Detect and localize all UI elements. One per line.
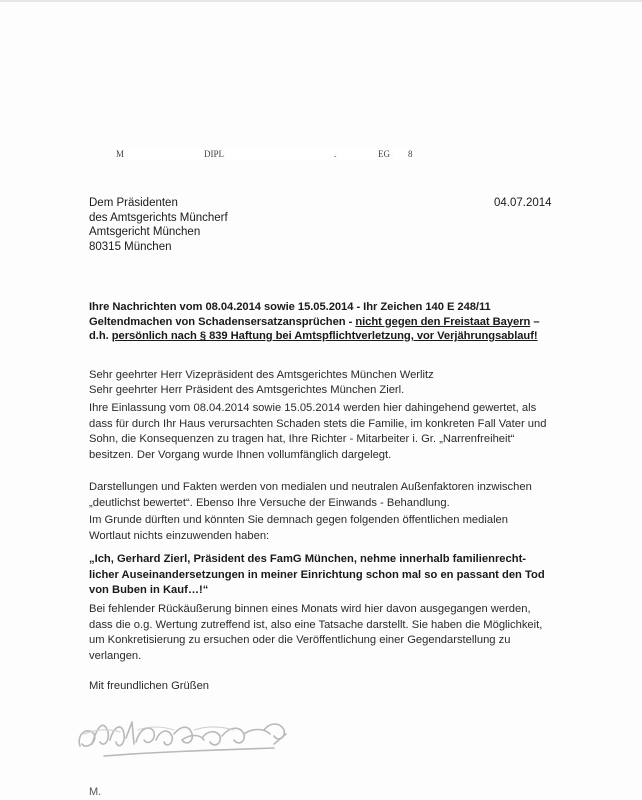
letter-date: 04.07.2014: [494, 197, 552, 209]
recipient-line-4: 80315 München: [89, 240, 172, 253]
paragraph-line: um Konkretisierung zu ersuchen oder die Veröffentlichung einer Gegendarstellung zu: [89, 634, 511, 646]
redaction-block: [226, 148, 337, 160]
closing: Mit freundlichen Grüßen: [89, 680, 210, 692]
paragraph-line: dass die o.g. Wertung zutreffend ist, also eine Tatsache darstellt. Sie haben die Möglichkeit,: [89, 618, 543, 631]
paragraph-1: [89, 401, 569, 463]
paragraph-4: [89, 602, 569, 664]
paragraph-line: Wortlaut nichts einzuwenden haben:: [89, 529, 270, 542]
paragraph-line: Bei fehlender Rückäußerung binnen eines Monats wird hier davon ausgegangen werden,: [89, 603, 531, 615]
redaction-block: [394, 148, 408, 160]
sender-part-2: DIPL: [204, 149, 224, 159]
paragraph-line: verlangen.: [89, 649, 142, 662]
recipient-line-3: Amtsgericht München: [89, 226, 201, 238]
subject-line-3: [89, 329, 569, 344]
bold-quote: [89, 552, 569, 599]
quote-line: von Buben in Kauf…!“: [89, 584, 209, 596]
quote-line: „Ich, Gerhard Zierl, Präsident des FamG München, nehme innerhalb familienrecht-: [89, 553, 527, 565]
subject-block: [89, 300, 569, 344]
salutation-line-1: Sehr geehrter Herr Vizepräsident des Amtsgerichtes München Werlitz: [89, 369, 434, 381]
quote-line: licher Auseinandersetzungen in meiner Einrichtung schon mal so en passant den Tod: [89, 568, 545, 581]
signature-initial: M.: [89, 786, 102, 798]
sender-part-3: .: [334, 149, 337, 159]
paragraph-line: Ihre Einlassung vom 08.04.2014 sowie 15.05.2014 werden hier dahingehend gewertet, als: [89, 402, 537, 414]
paragraph-line: Darstellungen und Fakten werden von medialen und neutralen Außenfaktoren inzwischen: [89, 481, 532, 493]
signature-scribble: [74, 704, 304, 764]
recipient-line-2: des Amtsgerichts Müncherf: [89, 211, 228, 224]
paragraph-line: Sohn, die Konsequenzen zu tragen hat, Ihre Richter - Mitarbeiter i. Gr. „Narrenfreiheit“: [89, 433, 515, 445]
subject-line-2-underlined: nicht gegen den Freistaat Bayern: [355, 315, 531, 328]
paragraph-line: dass für durch Ihr Haus verursachten Schaden stets die Familie, im konkreten Fall Vater und: [89, 417, 547, 430]
sender-part-5: 8: [408, 149, 413, 159]
redaction-block: [128, 148, 204, 160]
subject-line-2-post: –: [530, 315, 540, 328]
paragraph-line: besitzen. Der Vorgang wurde Ihnen vollumfänglich dargelegt.: [89, 448, 392, 461]
subject-line-1: Ihre Nachrichten vom 08.04.2014 sowie 15.05.2014 - Ihr Zeichen 140 E 248/11: [89, 301, 491, 313]
subject-line-3-underlined: persönlich nach § 839 Haftung bei Amtspflichtverletzung, vor Verjährungsablauf!: [111, 330, 538, 342]
paragraph-2: [89, 480, 569, 511]
recipient-line-1: Dem Präsidenten: [89, 197, 178, 209]
paragraph-3: [89, 513, 569, 544]
redaction-block: [338, 148, 376, 160]
recipient-address: [89, 196, 228, 254]
sender-part-1: M: [116, 149, 125, 159]
subject-line-2-pre: Geltendmachen von Schadensersatzansprüchen -: [89, 315, 356, 328]
scan-edge: [0, 0, 642, 2]
subject-line-3-pre: d.h.: [89, 330, 112, 342]
sender-part-4: EG: [378, 149, 390, 159]
subject-line-2: [89, 315, 569, 330]
salutation-line-2: Sehr geehrter Herr Präsident des Amtsgerichtes München Zierl.: [89, 383, 405, 396]
paragraph-line: Im Grunde dürften und könnten Sie demnach gegen folgenden öffentlichen medialen: [89, 514, 509, 526]
paragraph-line: „deutlichst bewertet“. Ebenso Ihre Versuche der Einwands - Behandlung.: [89, 496, 450, 509]
salutation: [89, 368, 434, 397]
